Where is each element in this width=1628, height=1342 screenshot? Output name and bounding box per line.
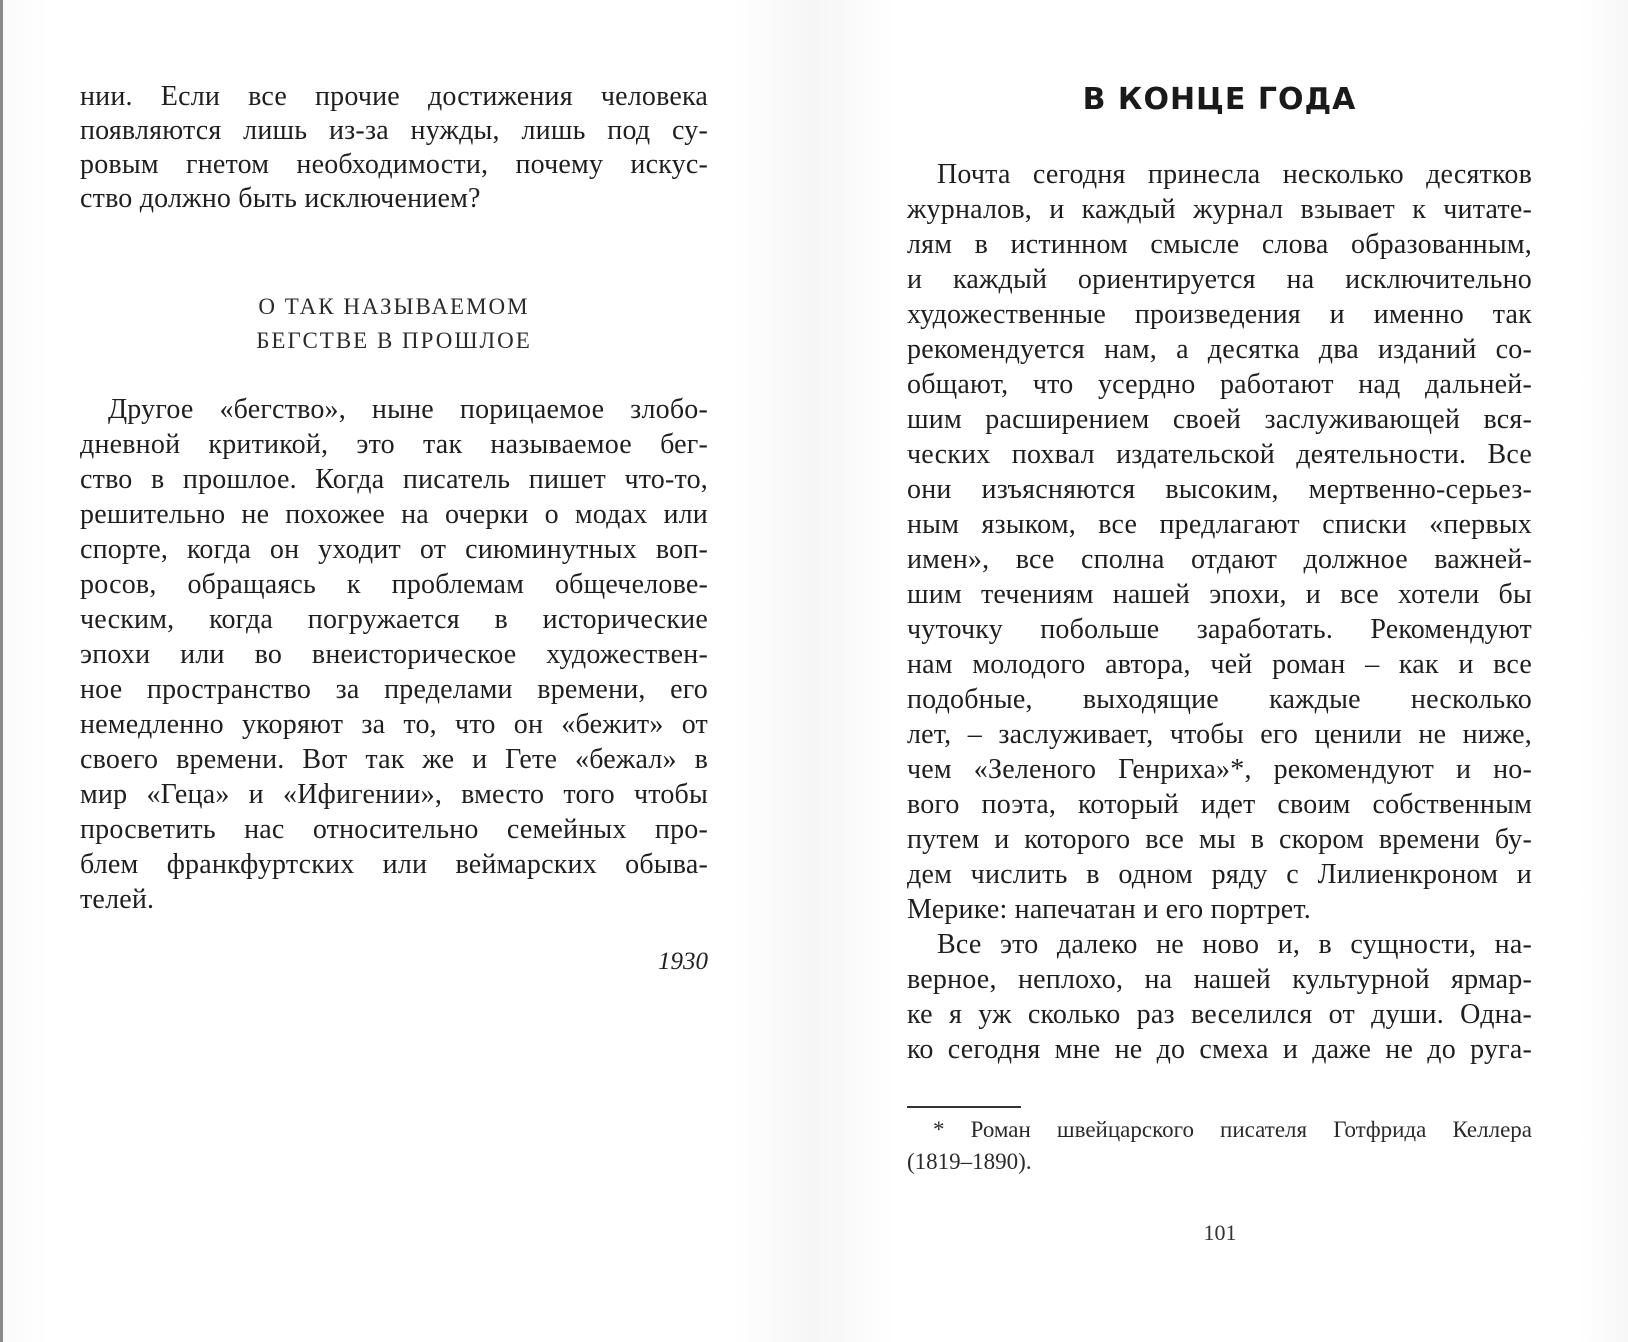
text-line: просветить нас относительно семейных про- bbox=[80, 814, 708, 845]
page-number: 101 bbox=[1203, 1220, 1237, 1245]
text-line: появляются лишь из-за нужды, лишь под су- bbox=[80, 115, 708, 146]
text-line: ческих похвал издательской деятельности. Все bbox=[907, 439, 1532, 470]
text-line: немедленно укоряют за то, что он «бежит» от bbox=[80, 709, 708, 740]
text-line: журналов, и каждый журнал взывает к читате- bbox=[907, 194, 1532, 225]
text-line: решительно не похожее на очерки о модах или bbox=[80, 499, 708, 530]
text-line: подобные, выходящие каждые несколько bbox=[907, 684, 1532, 715]
text-line: чем «Зеленого Генриха»*, рекомендуют и но- bbox=[907, 754, 1532, 785]
text-line: ровым гнетом необходимости, почему искус- bbox=[80, 149, 708, 180]
text-line: художественные произведения и именно так bbox=[907, 299, 1532, 330]
text-line: общают, что усердно работают над дальней- bbox=[907, 369, 1532, 400]
text-line: телей. bbox=[80, 884, 155, 915]
text-line: шим течениям нашей эпохи, и все хотели бы bbox=[907, 579, 1532, 610]
text-line: Мерике: напечатан и его портрет. bbox=[907, 894, 1311, 925]
text-line: ство должно быть исключением? bbox=[80, 183, 481, 214]
text-line: рекомендуется нам, а десятка два изданий со- bbox=[907, 334, 1532, 365]
text-line: и каждый ориентируется на исключительно bbox=[907, 264, 1532, 295]
footnote-line: * Роман швейцарского писателя Готфрида Келлера bbox=[933, 1117, 1532, 1142]
footnote-divider bbox=[907, 1106, 1021, 1108]
text-line: вого поэта, который идет своим собственным bbox=[907, 789, 1532, 820]
text-line: Почта сегодня принесла несколько десятков bbox=[937, 159, 1532, 190]
text-line: нии. Если все прочие достижения человека bbox=[80, 81, 708, 112]
text-line: верное, неплохо, на нашей культурной ярмар- bbox=[907, 964, 1532, 995]
text-line: мир «Геца» и «Ифигении», вместо того чтобы bbox=[80, 779, 708, 810]
text-line: имен», все сполна отдают должное важней- bbox=[907, 544, 1532, 575]
text-line: ство в прошлое. Когда писатель пишет что-то, bbox=[80, 464, 708, 495]
text-line: ко сегодня мне не до смеха и даже не до руга- bbox=[907, 1034, 1532, 1065]
text-line: шим расширением своей заслуживающей вся- bbox=[907, 404, 1532, 435]
text-line: лям в истинном смысле слова образованным, bbox=[907, 229, 1532, 260]
text-line: ным языком, все предлагают списки «первых bbox=[907, 509, 1532, 540]
text-line: дневной критикой, это так называемое бег- bbox=[80, 429, 708, 460]
text-line: путем и которого все мы в скором времени бу- bbox=[907, 824, 1532, 855]
text-line: они изъясняются высоким, мертвенно-серьез- bbox=[907, 474, 1532, 505]
page-edge bbox=[0, 0, 3, 1342]
text-line: ке я уж сколько раз веселился от души. Одна- bbox=[907, 999, 1532, 1030]
text-line: росов, обращаясь к проблемам общечелове- bbox=[80, 569, 708, 600]
text-line: ческим, когда погружается в исторические bbox=[80, 604, 708, 635]
text-line: Все это далеко не ново и, в сущности, на- bbox=[937, 929, 1532, 960]
text-line: эпохи или во внеисторическое художествен- bbox=[80, 639, 708, 670]
text-line: ное пространство за пределами времени, его bbox=[80, 674, 708, 705]
footnote-line: (1819–1890). bbox=[907, 1149, 1032, 1174]
text-line: блем франкфуртских или веймарских обыва- bbox=[80, 849, 708, 880]
text-line: спорте, когда он уходит от сиюминутных воп- bbox=[80, 534, 708, 565]
text-line: лет, – заслуживает, чтобы его ценили не ниже, bbox=[907, 719, 1532, 750]
section-heading-line2: БЕГСТВЕ В ПРОШЛОЕ bbox=[256, 328, 532, 353]
text-line: дем числить в одном ряду с Лилиенкроном и bbox=[907, 859, 1532, 890]
date-signature: 1930 bbox=[658, 948, 708, 975]
text-line: нам молодого автора, чей роман – как и все bbox=[907, 649, 1532, 680]
chapter-title: В КОНЦЕ ГОДА bbox=[1082, 82, 1357, 117]
text-line: своего времени. Вот так же и Гете «бежал» в bbox=[80, 744, 708, 775]
text-line: Другое «бегство», ныне порицаемое злобо- bbox=[108, 394, 708, 425]
section-heading-line1: О ТАК НАЗЫВАЕМОМ bbox=[258, 294, 530, 319]
text-line: чуточку побольше заработать. Рекомендуют bbox=[907, 614, 1532, 645]
